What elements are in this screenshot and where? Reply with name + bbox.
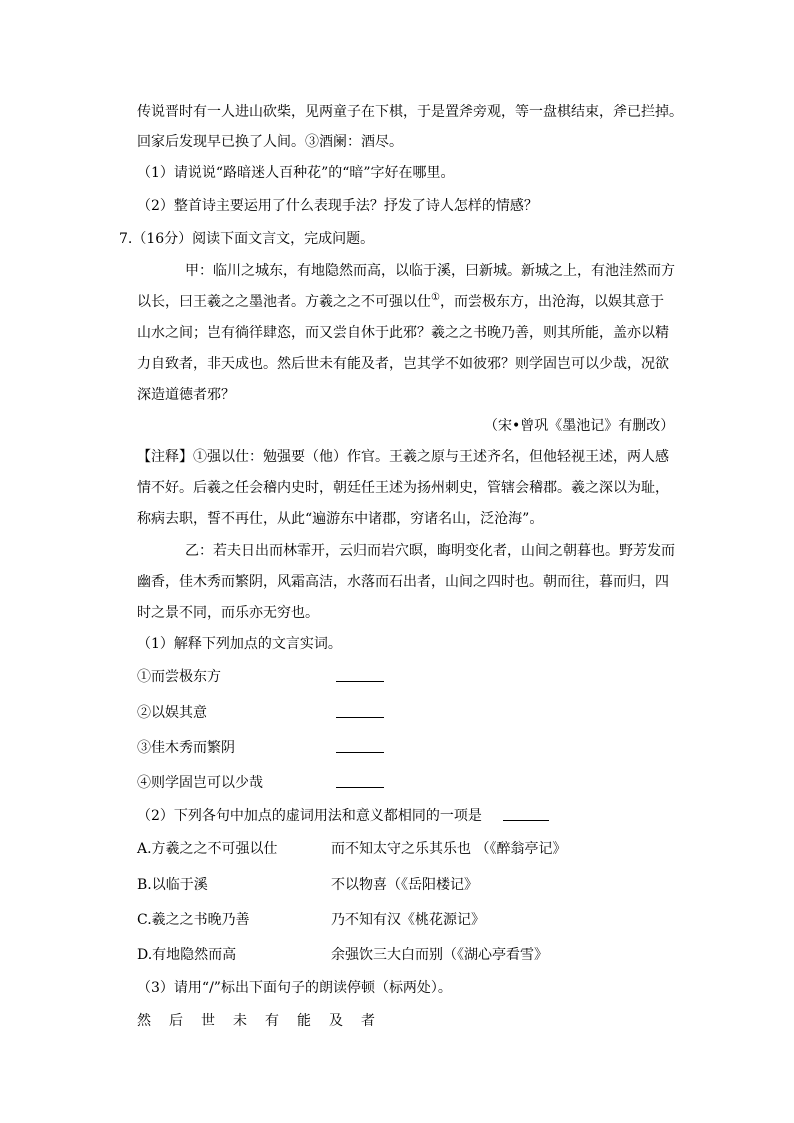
passage-jia-line: 力自致者，非天成也。然后世未有能及者，岂其学不如彼邪？则学固岂可以少哉，况欲	[137, 356, 669, 372]
word-item: ④则学固岂可以少哉	[137, 775, 263, 791]
option-b-compare: 不以物喜（《岳阳楼记》	[331, 877, 478, 893]
word-item: ③佳木秀而繁阴	[137, 740, 235, 756]
text-line: 回家后发现早已换了人间。③酒阑：酒尽。	[137, 134, 403, 150]
option-a: A.方羲之之不可强以仕	[137, 841, 278, 857]
word-item: ①而尝极东方	[137, 669, 221, 685]
option-d-compare: 余强饮三大白而别（《湖心亭看雪》	[331, 947, 548, 963]
option-c-compare: 乃不知有汉《桃花源记》	[331, 912, 485, 928]
annotation-line: 情不好。后羲之任会稽内史时，朝廷任王述为扬州刺史，管辖会稽郡。羲之深以为耻，	[137, 480, 669, 496]
pause-sentence	[137, 1011, 393, 1031]
sentence-char[interactable]: 后	[169, 1013, 183, 1029]
sentence-char[interactable]: 能	[297, 1013, 311, 1029]
sentence-char[interactable]: 世	[201, 1013, 215, 1029]
option-c: C.羲之之书晚乃善	[137, 912, 250, 928]
answer-blank[interactable]	[503, 806, 549, 827]
sentence-char[interactable]: 有	[265, 1013, 279, 1029]
answer-blank[interactable]	[336, 738, 384, 759]
answer-blank[interactable]	[336, 703, 384, 724]
footnote-marker: ①	[431, 292, 440, 303]
passage-source: （宋•曾巩《墨池记》有删改）	[484, 418, 675, 434]
option-d: D.有地隐然而高	[137, 947, 237, 963]
annotation-line: 称病去职，誓不再仕，从此“遍游东中诸郡，穷诸名山，泛沧海”。	[137, 511, 544, 527]
word-item: ②以娱其意	[137, 705, 207, 721]
answer-blank[interactable]	[336, 773, 384, 794]
passage-yi-line: 乙：若夫日出而林霏开，云归而岩穴暝，晦明变化者，山间之朝暮也。野芳发而	[185, 543, 675, 559]
passage-jia-line: 深造道德者邪？	[137, 387, 235, 403]
subquestion-3: （3）请用“/”标出下面句子的朗读停顿（标两处）。	[137, 980, 452, 996]
subquestion-1: （1）解释下列加点的文言实词。	[137, 636, 342, 652]
sentence-char[interactable]: 然	[137, 1013, 151, 1029]
option-a-compare: 而不知太守之乐其乐也 （《醉翁亭记》	[331, 841, 567, 857]
option-b: B.以临于溪	[137, 877, 208, 893]
subquestion-2: （2）下列各句中加点的虚词用法和意义都相同的一项是	[137, 808, 482, 824]
question-6-2: （2）整首诗主要运用了什么表现手法？抒发了诗人怎样的情感？	[137, 198, 538, 214]
annotation-line: 【注释】①强以仕：勉强要（他）作官。王羲之原与王述齐名，但他轻视王述，两人感	[137, 449, 669, 465]
sentence-char[interactable]: 者	[361, 1013, 375, 1029]
sentence-char[interactable]: 及	[329, 1013, 343, 1029]
passage-jia-line: 以长，曰王羲之之墨池者。方羲之之不可强以仕①，而尝极东方，出沧海，以娱其意于	[137, 292, 664, 310]
question-6-1: （1）请说说“路暗迷人百种花”的“暗”字好在哪里。	[137, 165, 455, 181]
question-7-heading: 7.（16分）阅读下面文言文，完成问题。	[119, 231, 375, 247]
passage-yi-line: 幽香，佳木秀而繁阴，风霜高洁，水落而石出者，山间之四时也。朝而往，暮而归，四	[137, 574, 669, 590]
answer-blank[interactable]	[336, 667, 384, 688]
passage-yi-line: 时之景不同，而乐亦无穷也。	[137, 605, 319, 621]
sentence-char[interactable]: 未	[233, 1013, 247, 1029]
passage-jia-line: 山水之间；岂有徜徉肆恣，而又尝自休于此邪？羲之之书晚乃善，则其所能，盖亦以精	[137, 325, 669, 341]
text-line: 传说晋时有一人进山砍柴，见两童子在下棋，于是置斧旁观，等一盘棋结束，斧已拦掉。	[137, 104, 683, 120]
passage-jia-line: 甲：临川之城东，有地隐然而高，以临于溪，曰新城。新城之上，有池洼然而方	[185, 263, 675, 279]
